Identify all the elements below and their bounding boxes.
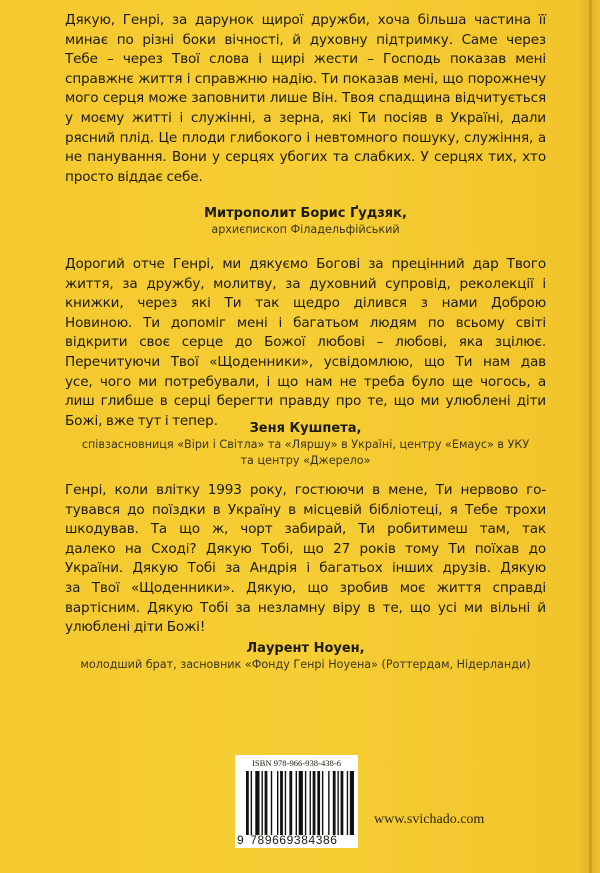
quote-line: Тебе – через Твої слова і щирі жести – Господь показав мені	[65, 51, 546, 68]
barcode-bar	[310, 771, 311, 835]
publisher-website: www.svichado.com	[374, 812, 485, 827]
quote-line: далеко на Сході? Дякую Тобі, що 27 років тому Ти поїхав до	[65, 540, 546, 557]
quote-line: відкрити своє серце до Божої любові – любові, яка зцілює.	[65, 334, 546, 351]
author-name: Лаурент Ноуен,	[246, 641, 365, 656]
quote-kushpeta	[65, 255, 546, 431]
quote-line: України. Дякую Тобі за Андрія і багатьох інших друзів. Дякую	[65, 560, 546, 577]
barcode-bar	[251, 771, 252, 835]
quote-line: не панування. Вони у серцях убогих та слабких. У серцях тих, хто	[65, 149, 546, 166]
barcode-bar	[271, 771, 272, 835]
quote-line: вартісним. Дякую Тобі за незламну віру в те, що усі ми вільні й	[65, 599, 546, 616]
signature-kushpeta	[65, 420, 546, 469]
quote-line: Божі, вже тут і тепер.	[65, 412, 218, 429]
barcode-bar	[317, 771, 320, 835]
barcode-bar	[246, 771, 249, 835]
barcode-bar	[341, 771, 344, 835]
author-role: архиєпископ Філадельфійський	[211, 223, 400, 236]
quote-line: тувався до поїздки в Україну в місцевій бібліотеці, я Тебе трохи	[65, 501, 546, 518]
barcode-bar	[347, 771, 348, 835]
quote-line: улюблені діти Божі!	[65, 619, 206, 636]
barcode-main-digits: 789669384386	[250, 833, 338, 847]
author-role: молодший брат, засновник «Фонду Генрі Ноуена» (Роттердам, Нідерланди)	[80, 658, 531, 671]
quote-line: усе, чого ми потребували, і що нам не треба було ще чогось, а	[65, 373, 546, 390]
barcode-first-digit: 9	[237, 833, 245, 847]
author-role: співзасновниця «Віри і Світла» та «Ляршу» в Україні, центру «Емаус» в УКУ	[81, 438, 530, 451]
author-name: Зеня Кушпета,	[249, 421, 362, 436]
barcode-bar	[296, 771, 297, 835]
quote-line: лиш глибше в серці берегти правду про те, що ми улюблені діти	[65, 393, 546, 410]
quote-line: мого серця може заповнити лише Він. Твоя спадщина відчитується	[65, 90, 546, 107]
quote-line: просто віддає себе.	[65, 168, 203, 185]
quote-line: Дорогий отче Генрі, ми дякуємо Богові за прецінний дар Твого	[65, 256, 546, 272]
barcode-bar	[333, 771, 336, 835]
quote-line: минає по різні боки вічності, й духовну підтримку. Саме через	[65, 31, 546, 48]
barcode-bar	[277, 771, 278, 835]
author-name: Митрополит Борис Ґудзяк,	[204, 206, 407, 221]
isbn-number: ISBN 978-966-938-438-6	[251, 758, 342, 768]
quote-line: шкодував. Та що ж, чорт забирай, Ти робитимеш там, так	[65, 521, 546, 538]
quote-line: у моєму житті і служінні, а зерна, які Ти посіяв в Україні, дали	[65, 109, 546, 126]
quote-nouwen	[65, 481, 546, 638]
barcode-bar	[280, 771, 283, 835]
quote-line: рясний плід. Це плоди глибокого і невтомного пошуку, служіння, а	[65, 129, 546, 146]
barcode-bar	[305, 771, 306, 835]
barcode-bar	[255, 771, 259, 835]
barcode-bar	[328, 771, 329, 835]
quote-line: книжки, через які Ти так щедро ділився з нами Доброю	[65, 295, 546, 312]
quote-line: Перечитуючи Твої «Щоденники», усвідомлюю, що Ти нам дав	[65, 353, 546, 370]
quote-line: за Твої «Щоденники». Дякую, що зробив моє життя справді	[65, 579, 546, 596]
spine-edge	[589, 0, 592, 873]
quote-line: Новиною. Ти допоміг мені і багатьом людям по всьому світі	[65, 314, 546, 331]
barcode-bar	[289, 771, 292, 835]
quote-gudziak	[65, 11, 546, 187]
barcode-bars	[246, 771, 354, 835]
quote-line: життя, за дружбу, молитву, за духовний супровід, реколекції і	[65, 275, 546, 292]
quote-line: Генрі, коли влітку 1993 року, гостюючи в мене, Ти нервово го-	[65, 482, 546, 498]
quote-line: Дякую, Генрі, за дарунок щирої дружби, хоча більша частина її	[65, 12, 546, 28]
barcode-digits	[237, 833, 338, 847]
isbn-barcode	[235, 755, 358, 848]
barcode-bar	[285, 771, 286, 835]
barcode-bar	[313, 771, 316, 835]
barcode-bar	[322, 771, 323, 835]
author-role: та центру «Джерело»	[240, 454, 371, 467]
barcode-bar	[350, 771, 354, 835]
barcode-bar	[299, 771, 303, 835]
signature-gudziak	[65, 205, 546, 238]
quote-line: справжнє життя і справжню надію. Ти показав мені, що порожнечу	[65, 70, 546, 87]
signature-nouwen	[65, 640, 546, 673]
barcode-bar	[262, 771, 263, 835]
barcode-bar	[265, 771, 268, 835]
barcode-bar	[337, 771, 338, 835]
